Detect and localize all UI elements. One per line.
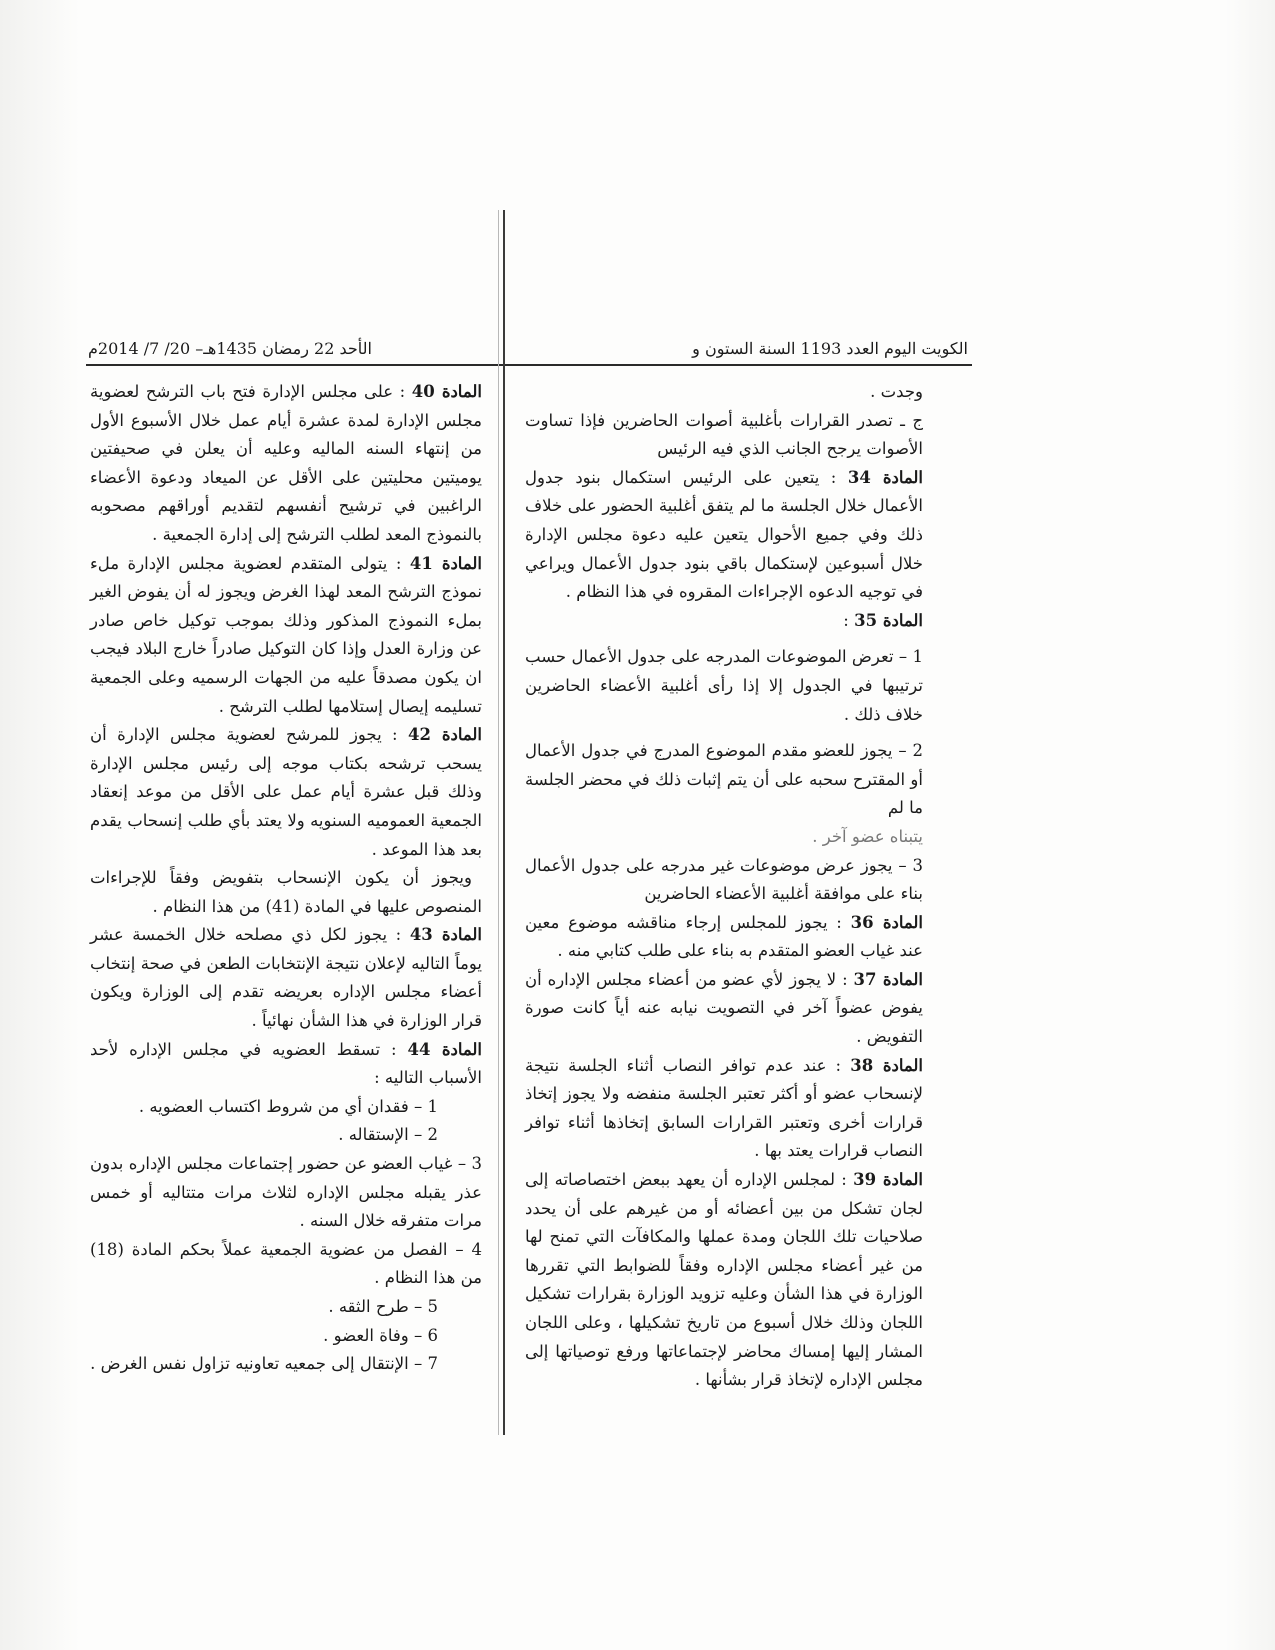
article-label: المادة 42 (407, 725, 482, 745)
article-38 (525, 1052, 923, 1166)
article-34 (525, 464, 923, 607)
article-44-item-1: 1 – فقدان أي من شروط اكتساب العضويه . (138, 1096, 438, 1116)
paragraph: وجدت . (870, 382, 923, 401)
header-publication-info: الكويت اليوم العدد 1193 السنة الستون و (692, 339, 968, 358)
header-date: الأحد 22 رمضان 1435هـ– 20/ 7/ 2014م (88, 339, 372, 358)
article-text: : يجوز للمرشح لعضوية مجلس الإدارة أن يسحب ترشحه بكتاب موجه إلى رئيس مجلس الإدارة وذلك قبل عشرة أيام عمل على الأقل من موعد إنعقاد الجمعية العموميه السنويه ولا يعتد بأي طلب إنسحاب يقدم بعد هذا الموعد . (90, 725, 482, 859)
column-divider-shadow (498, 210, 499, 1435)
article-label: المادة 40 (411, 382, 482, 401)
scan-shadow-left (0, 0, 80, 1650)
article-39 (525, 1166, 923, 1395)
article-text: : تسقط العضويه في مجلس الإداره لأحد الأسباب التاليه : (90, 1039, 482, 1088)
article-text: : يتعين على الرئيس استكمال بنود جدول الأعمال خلال الجلسة ما لم يتفق أغلبية الحضور على خلاف ذلك وفي جميع الأحوال يتعين عليه دعوة مجلس الإدارة خلال أسبوعين لإستكمال باقي بنود جدول الأعمال ويراعي في توجيه الدعوه الإجراءات المقروه في هذا النظام . (525, 467, 923, 602)
article-43 (90, 921, 482, 1035)
article-44-item-7: 7 – الإنتقال إلى جمعيه تعاونيه تزاول نفس الغرض . (90, 1354, 438, 1374)
paragraph-clause-c: ج ـ تصدر القرارات بأغلبية أصوات الحاضرين فإذا تساوت الأصوات يرجح الجانب الذي فيه الرئيس (525, 410, 923, 459)
article-text: : لا يجوز لأي عضو من أعضاء مجلس الإداره أن يفوض عضواً آخر في التصويت نيابه عنه أياً كانت صورة التفويض . (525, 969, 923, 1047)
running-header (88, 338, 968, 362)
article-42-continued: ويجوز أن يكون الإنسحاب بتفويض وفقاً للإجراءات المنصوص عليها في المادة (41) من هذا النظام . (90, 868, 482, 916)
article-35-item-3: 3 – يجوز عرض موضوعات غير مدرجه على جدول الأعمال بناء على موافقة أغلبية الأعضاء الحاضرين (525, 855, 923, 904)
article-text: : عند عدم توافر النصاب أثناء الجلسة نتيجة لإنسحاب عضو أو أكثر تعتبر الجلسة منفضه ولا يجوز إتخاذ قرارات أخرى وتعتبر القرارات السابق إتخاذها أثناء توافر النصاب قرارات يعتد بها . (525, 1055, 923, 1161)
article-41 (90, 550, 482, 722)
article-label: المادة 34 (847, 467, 924, 487)
article-44-item-4: 4 – الفصل من عضوية الجمعية عملاً بحكم المادة (18) من هذا النظام . (90, 1239, 482, 1288)
article-35-item-1: 1 – تعرض الموضوعات المدرجه على جدول الأعمال حسب ترتيبها في الجدول إلا إذا رأى أغلبية الأعضاء الحاضرين خلاف ذلك . (525, 647, 923, 724)
left-column (90, 378, 482, 1379)
article-label: المادة 35 (854, 610, 923, 630)
article-label: المادة 37 (853, 969, 924, 989)
article-label: المادة 43 (409, 925, 483, 945)
article-label: المادة 41 (409, 553, 482, 573)
article-40 (90, 378, 482, 550)
right-column (525, 378, 923, 1395)
spacer (525, 729, 923, 737)
article-text: : يجوز لكل ذي مصلحه خلال الخمسة عشر يوماً التاليه لإعلان نتيجة الإنتخابات الطعن في صحة إنتخاب أعضاء مجلس الإداره بعريضه تقدم إلى الوزارة ويكون قرار الوزارة في هذا الشأن نهائياً . (90, 925, 482, 1031)
article-44-item-6: 6 – وفاة العضو . (323, 1325, 438, 1345)
article-text: : على مجلس الإدارة فتح باب الترشح لعضوية مجلس الإدارة لمدة عشرة أيام عمل خلال الأسبوع الأول من إنتهاء السنه الماليه وعليه أن يعلن في صحيفتين يوميتين محليتين على الأقل عن الميعاد ودعوة الأعضاء الراغبين في ترشيح أنفسهم لتقديم أوراقهم مصحوبه بالنموذج المعد لطلب الترشح إلى إدارة الجمعية . (90, 382, 482, 544)
article-35 (525, 607, 923, 636)
article-44-item-5: 5 – طرح الثقه . (328, 1297, 438, 1316)
article-label: المادة 36 (850, 912, 923, 932)
header-divider (86, 364, 972, 366)
article-42 (90, 721, 482, 864)
article-36 (525, 909, 923, 966)
scan-shadow-right (1225, 0, 1275, 1650)
article-text: : لمجلس الإداره أن يعهد ببعض اختصاصاته إلى لجان تشكل من بين أعضائه أو من غيرهم على أن يحدد صلاحيات تلك اللجان ومدة عملها والمكافآت التي تمنح لها من غير أعضاء مجلس الإداره وفقاً للضوابط التي تقررها الوزارة في هذا الشأن وعليه تزويد الوزارة بقرارات تشكيل اللجان وذلك خلال أسبوع من تاريخ تشكيلها ، وعلى اللجان المشار إليها إمساك محاضر لإجتماعاتها ورفع توصياتها إلى مجلس الإداره لإتخاذ قرار بشأنها . (525, 1170, 923, 1390)
article-35-item-2-cont: يتبناه عضو آخر . (812, 826, 923, 846)
article-text: : يتولى المتقدم لعضوية مجلس الإدارة ملء نموذج الترشح المعد لهذا الغرض ويجوز له أن يفوض الغير بملء النموذج المذكور وذلك بموجب توكيل خاص صادر عن وزارة العدل وإذا كان التوكيل صادراً خارج البلاد فيجب ان يكون مصدقاً عليه من الجهات الرسميه وعلى الجمعية تسليمه إيصال إستلامها لطلب الترشح . (90, 553, 482, 716)
spacer (525, 635, 923, 643)
article-label: المادة 38 (850, 1055, 924, 1075)
article-label: المادة 44 (407, 1039, 483, 1059)
article-text: : يجوز للمجلس إرجاء مناقشه موضوع معين عند غياب العضو المتقدم به بناء على طلب كتابي منه . (525, 912, 923, 961)
article-35-item-2: 2 – يجوز للعضو مقدم الموضوع المدرج في جدول الأعمال أو المقترح سحبه على أن يتم إثبات ذلك في محضر الجلسة ما لم (525, 741, 923, 818)
article-44 (90, 1036, 482, 1093)
article-label: المادة 39 (853, 1170, 923, 1190)
column-divider (503, 210, 505, 1435)
article-44-item-3: 3 – غياب العضو عن حضور إجتماعات مجلس الإداره بدون عذر يقبله مجلس الإداره لثلاث مرات متتاليه أو خمس مرات متفرقه خلال السنه . (90, 1154, 482, 1231)
article-text: : (843, 610, 855, 630)
article-44-item-2: 2 – الإستقاله . (338, 1125, 438, 1145)
article-37 (525, 966, 923, 1052)
